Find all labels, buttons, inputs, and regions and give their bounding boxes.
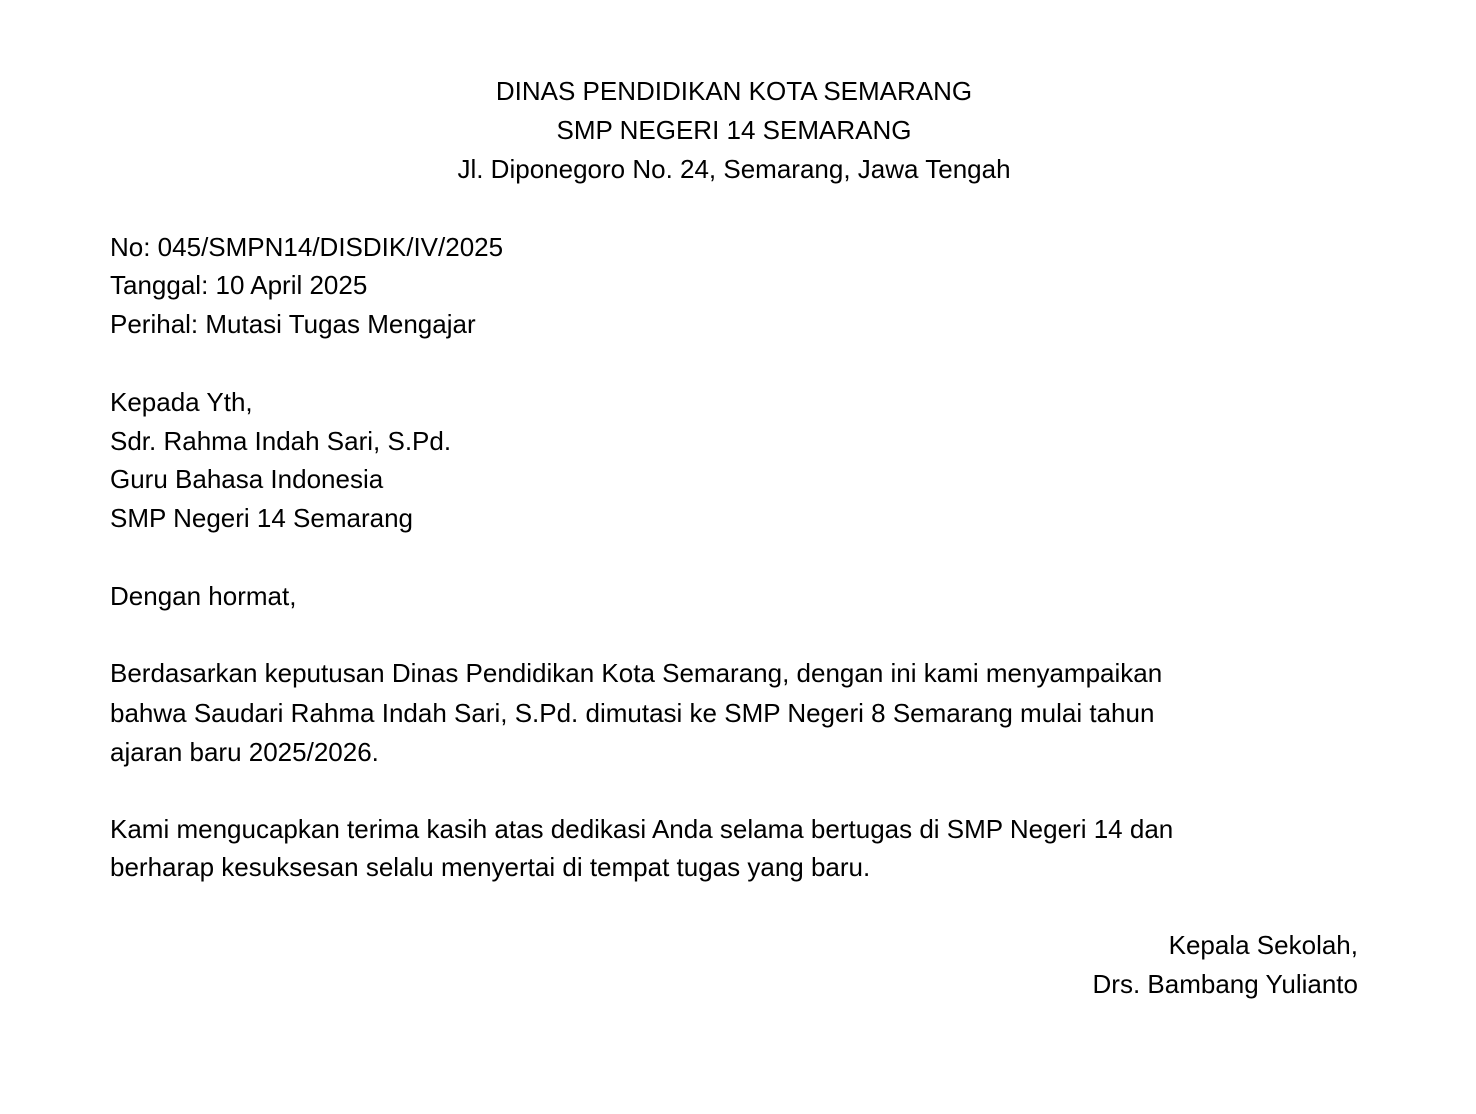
letterhead-address: Jl. Diponegoro No. 24, Semarang, Jawa Tengah xyxy=(457,154,1011,184)
body-paragraph-2-line-2: berharap kesuksesan selalu menyertai di tempat tugas yang baru. xyxy=(110,852,871,882)
letterhead-agency: DINAS PENDIDIKAN KOTA SEMARANG xyxy=(495,76,973,106)
recipient-name: Sdr. Rahma Indah Sari, S.Pd. xyxy=(110,426,452,456)
letter-number: No: 045/SMPN14/DISDIK/IV/2025 xyxy=(110,232,504,262)
letter-subject: Perihal: Mutasi Tugas Mengajar xyxy=(110,309,476,339)
body-paragraph-1-line-3: ajaran baru 2025/2026. xyxy=(110,737,379,767)
letter-date: Tanggal: 10 April 2025 xyxy=(110,270,368,300)
signature-name: Drs. Bambang Yulianto xyxy=(1092,969,1358,999)
body-paragraph-1-line-2: bahwa Saudari Rahma Indah Sari, S.Pd. dimutasi ke SMP Negeri 8 Semarang mulai tahun xyxy=(110,698,1155,728)
signature-title: Kepala Sekolah, xyxy=(1168,930,1358,960)
recipient-salutation: Kepada Yth, xyxy=(110,387,253,417)
letterhead-school: SMP NEGERI 14 SEMARANG xyxy=(556,115,912,145)
greeting: Dengan hormat, xyxy=(110,581,297,611)
recipient-position: Guru Bahasa Indonesia xyxy=(110,464,384,494)
body-paragraph-2-line-1: Kami mengucapkan terima kasih atas dedikasi Anda selama bertugas di SMP Negeri 14 dan xyxy=(110,814,1174,844)
body-paragraph-1-line-1: Berdasarkan keputusan Dinas Pendidikan Kota Semarang, dengan ini kami menyampaikan xyxy=(110,658,1163,688)
recipient-school: SMP Negeri 14 Semarang xyxy=(110,503,414,533)
letter-document xyxy=(110,0,1358,1114)
